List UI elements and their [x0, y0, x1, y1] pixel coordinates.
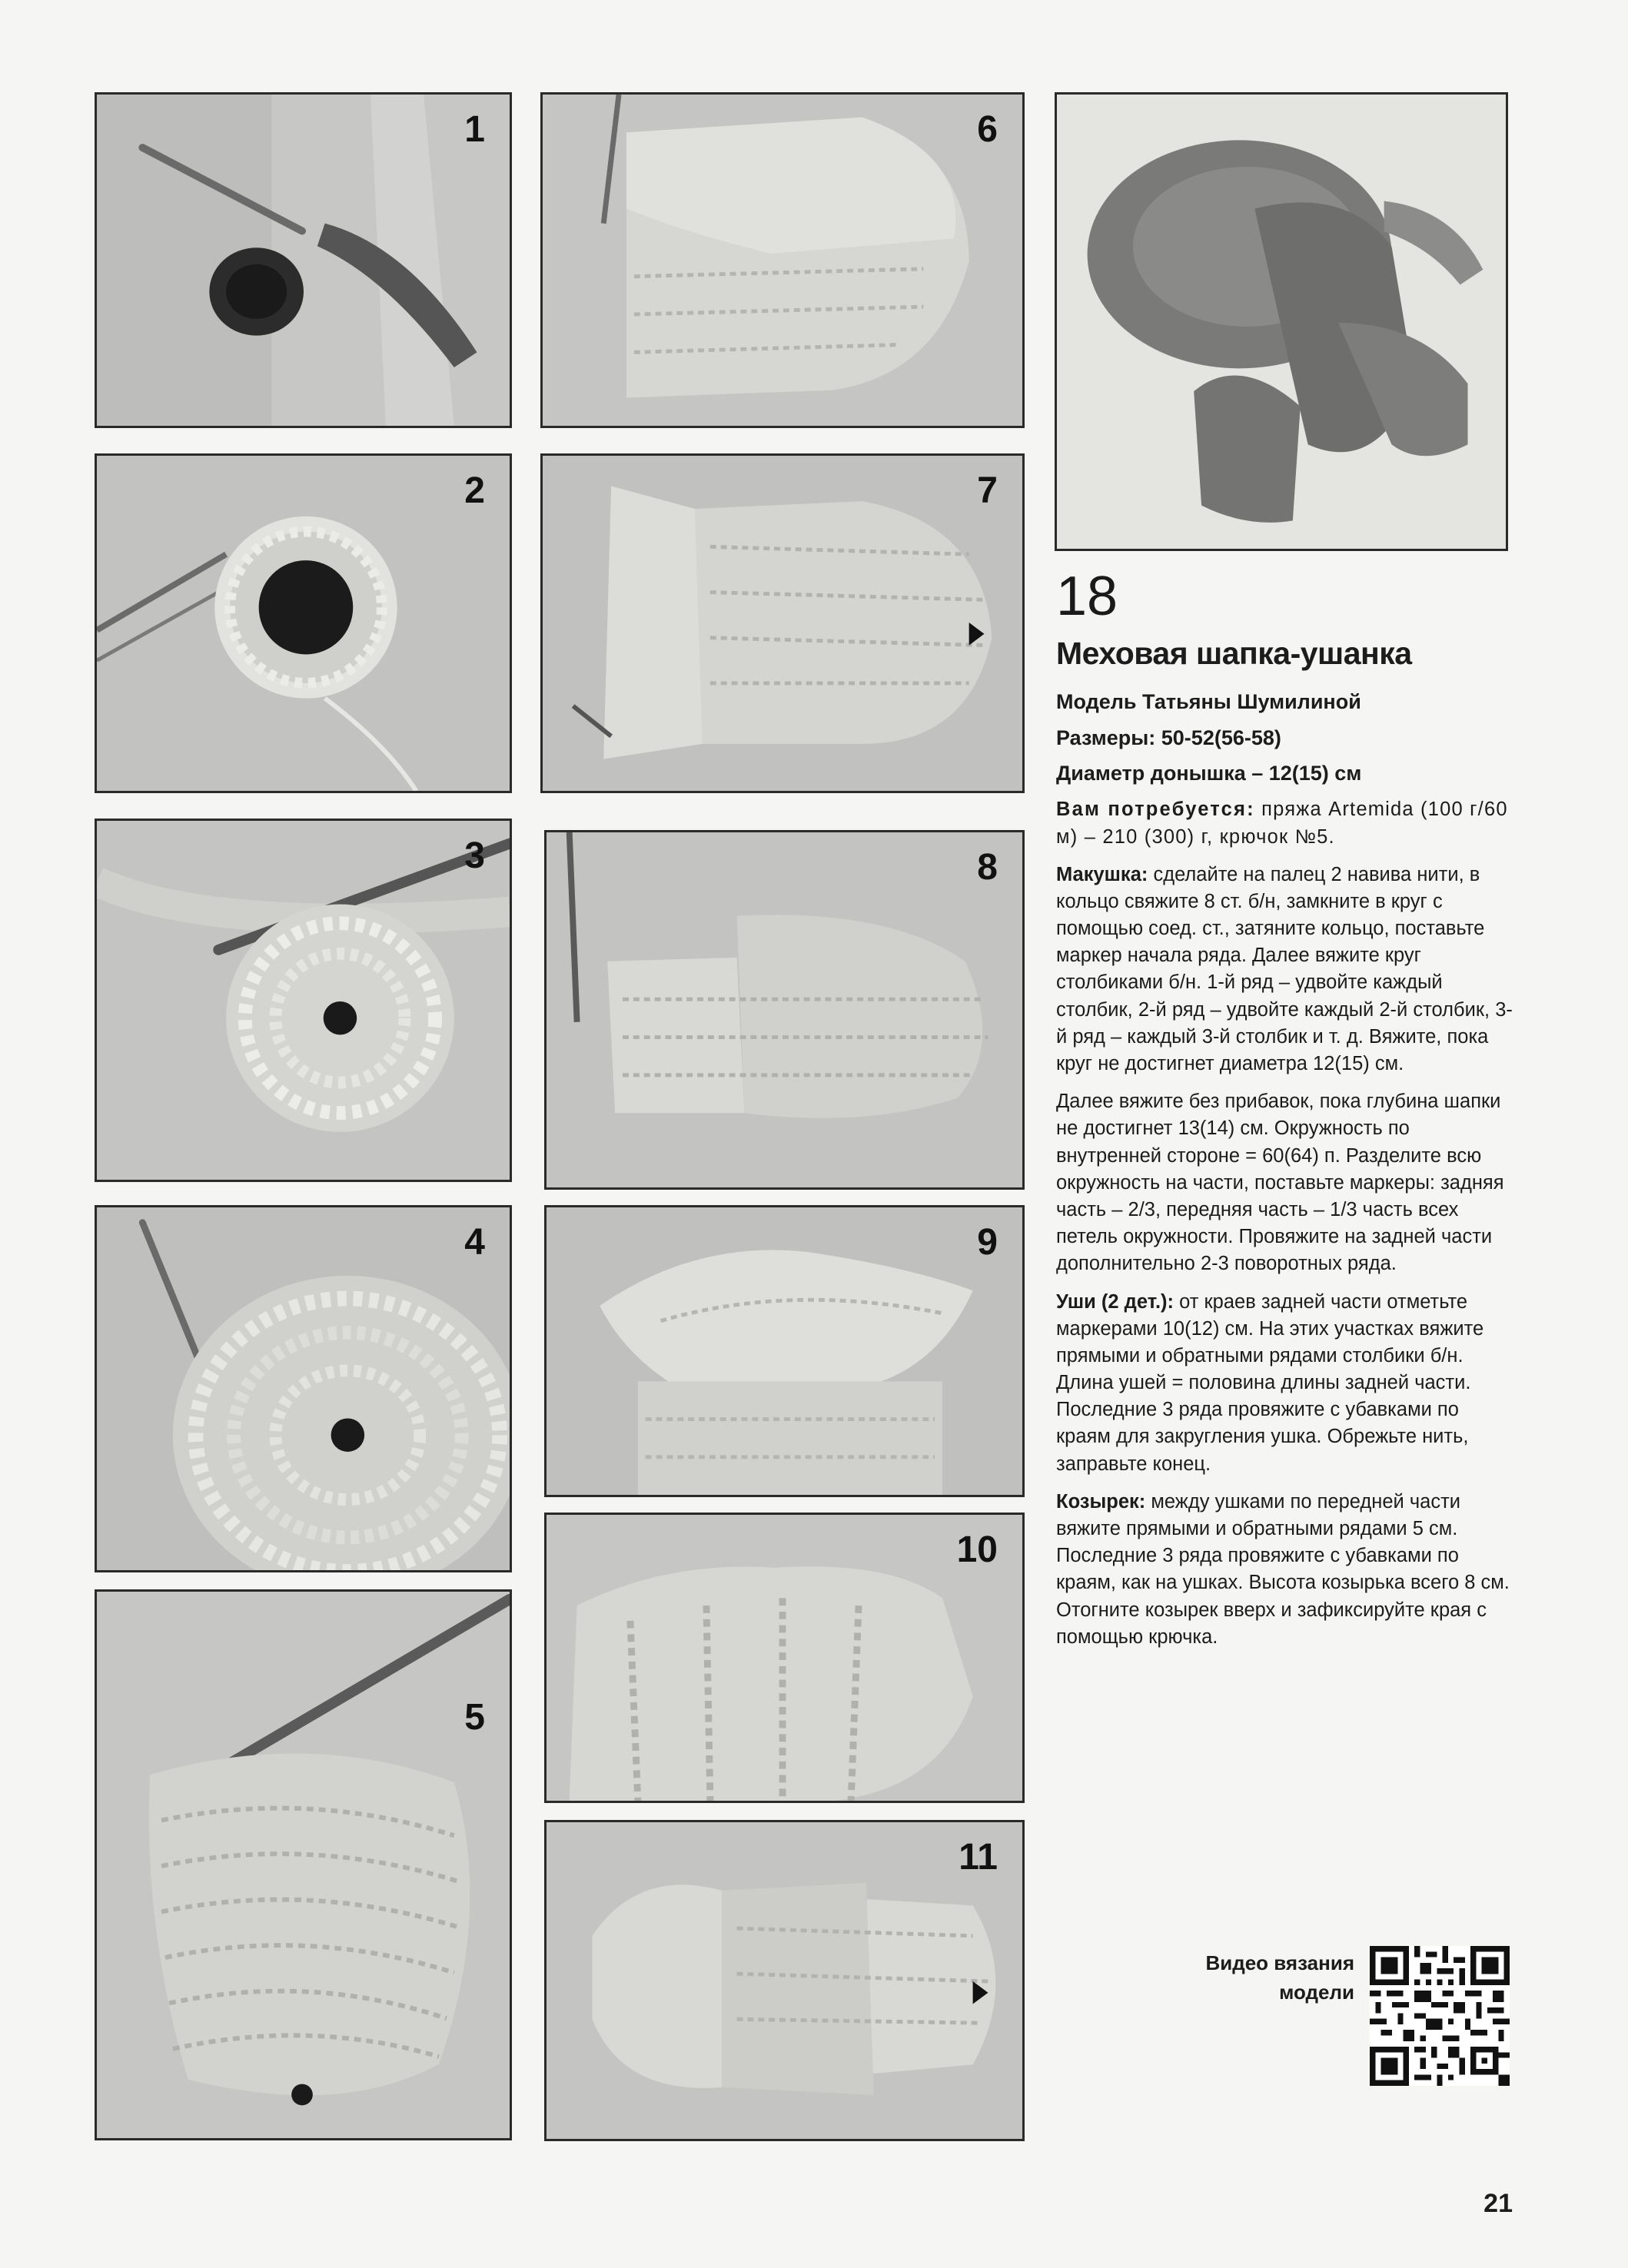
model-sizes: Размеры: 50-52(56-58) — [1056, 726, 1281, 749]
crochet-cap-photo — [543, 456, 1022, 791]
crochet-ears-photo — [547, 1515, 1022, 1801]
step-number: 8 — [977, 847, 998, 888]
page-number: 21 — [1483, 2189, 1513, 2218]
step-number: 3 — [464, 835, 485, 876]
model-diameter: Диаметр донышка – 12(15) см — [1056, 761, 1362, 785]
step-photo-3 — [95, 819, 512, 1182]
step-number: 1 — [464, 109, 485, 150]
paragraph-text: сделайте на палец 2 навива нити, в кольцо свяжите 8 ст. б/н, замкните в круг с помощью соед. ст., затяните кольцо, поставьте маркер начала ряда. Далее вяжите круг столбиками б/н. 1-й ряд – удвойте каждый столбик, 2-й ряд – удвойте каждый 2-й столбик, 3-й ряд – каждый 3-й столбик и т. д. Вяжите, пока круг не достигнет диаметра 12(15) см. — [1056, 863, 1513, 1075]
step-photo-10 — [544, 1513, 1025, 1803]
step-number: 2 — [464, 470, 485, 511]
step-photo-8 — [544, 830, 1025, 1190]
paragraph-text: между ушками по передней части вяжите прямыми и обратными рядами 5 см. Последние 3 ряда провяжите с убавками по краям, как на ушках. Высота козырька всего 8 см. Отогните козырек вверх и зафиксируйте края с помощью крючка. — [1056, 1490, 1510, 1648]
materials-paragraph — [1056, 796, 1517, 850]
step-number: 11 — [959, 1837, 998, 1878]
step-number: 7 — [977, 470, 998, 511]
video-label-line1: Видео вязания — [1205, 1951, 1354, 1974]
step-photo-6 — [540, 92, 1025, 428]
paragraph-lead: Уши (2 дет.): — [1056, 1290, 1174, 1313]
step-number: 6 — [977, 109, 998, 150]
step-photo-2 — [95, 453, 512, 793]
step-photo-7 — [540, 453, 1025, 793]
fur-hat-photo — [1057, 95, 1506, 549]
crochet-cap-photo — [543, 95, 1022, 426]
step-number: 5 — [464, 1697, 485, 1738]
step-photo-4 — [95, 1205, 512, 1572]
paragraph-text: от краев задней части отметьте маркерами 10(12) см. На этих участках вяжите прямыми и обратными рядами столбики б/н. Длина ушей = половина длины задней части. Последние 3 ряда провяжите с убавками по краям для закругления ушка. Обрежьте нить, заправьте конец. — [1056, 1290, 1484, 1475]
crochet-visor-photo — [547, 1822, 1022, 2139]
paragraph-text: Далее вяжите без прибавок, пока глубина шапки не достигнет 13(14) см. Окружность по внутренней стороне = 60(64) п. Разделите всю окружность на части, поставьте маркеры: задняя часть – 2/3, передняя часть – 1/3 часть всех петель окружности. Провяжите на задней части дополнительно 2-3 поворотных ряда. — [1056, 1091, 1504, 1275]
hero-photo — [1055, 92, 1508, 551]
crochet-ring-photo — [97, 95, 510, 426]
model-number: 18 — [1056, 566, 1118, 627]
step-photo-11 — [544, 1820, 1025, 2141]
description-column — [1056, 566, 1517, 1651]
step-number: 10 — [956, 1529, 998, 1570]
crochet-cap-photo — [547, 832, 1022, 1187]
step-number: 4 — [464, 1222, 485, 1263]
paragraph-lead: Козырек: — [1056, 1490, 1146, 1513]
body-paragraph — [1056, 1088, 1517, 1277]
step-photo-9 — [544, 1205, 1025, 1497]
step-photo-1 — [95, 92, 512, 428]
model-title: Меховая шапка-ушанка — [1056, 636, 1412, 671]
video-label-line2: модели — [1279, 1980, 1354, 2004]
step-number: 9 — [977, 1222, 998, 1263]
paragraph-text: пряжа Artemida (100 г/60 м) – 210 (300) г, крючок №5. — [1056, 799, 1508, 848]
paragraph-lead: Макушка: — [1056, 863, 1148, 885]
crochet-disc-photo — [97, 1207, 510, 1570]
crochet-round-photo — [97, 821, 510, 1180]
video-label — [1124, 1949, 1354, 2007]
qr-code-icon[interactable] — [1370, 1946, 1510, 2086]
paragraph-lead: Вам потребуется: — [1056, 799, 1255, 821]
visor-paragraph — [1056, 1489, 1517, 1651]
crochet-circle-photo — [97, 456, 510, 791]
step-photo-5 — [95, 1589, 512, 2140]
crochet-cap-photo — [97, 1592, 510, 2138]
crochet-flap-photo — [547, 1207, 1022, 1495]
ears-paragraph — [1056, 1289, 1517, 1478]
crown-paragraph — [1056, 862, 1517, 1078]
model-author: Модель Татьяны Шумилиной — [1056, 690, 1361, 714]
